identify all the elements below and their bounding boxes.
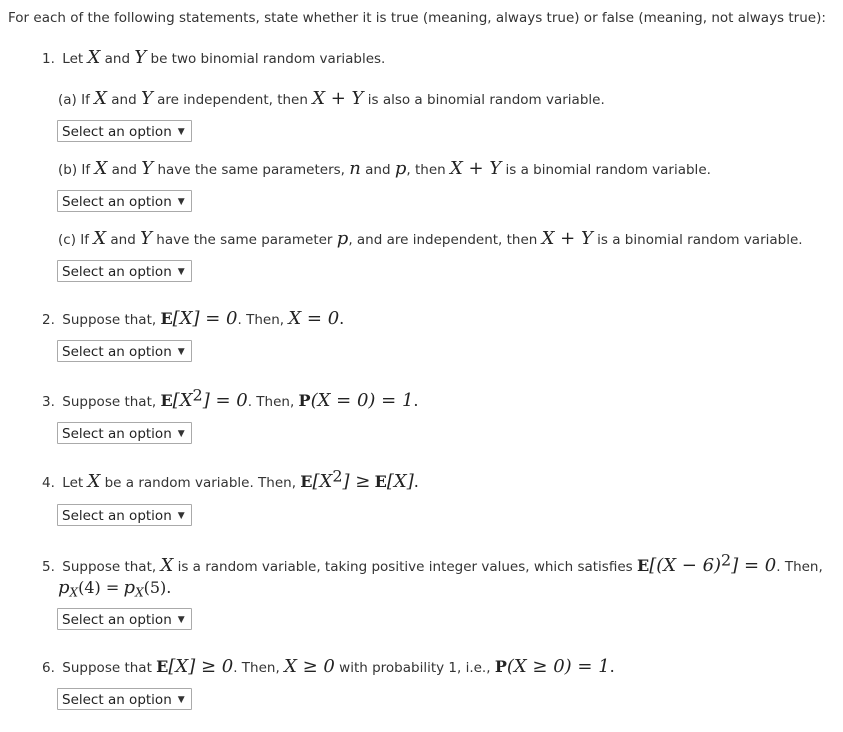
question-number: 3. [42, 394, 55, 410]
question-number: 2. [42, 312, 55, 328]
select-q2[interactable]: Select an option ▼ [57, 340, 192, 362]
question-5-line2: $p_X(4) = p_X(5)$. [58, 577, 172, 600]
question-1b: (b) If X and Y have the same parameters, n and p, then X + Y is a binomial random variable. [58, 158, 711, 179]
select-q6[interactable]: Select an option ▼ [57, 688, 192, 710]
question-1c: (c) If X and Y have the same parameter p, and are independent, then X + Y is a binomial random variable. [58, 228, 803, 249]
question-number: 6. [42, 660, 55, 676]
dropdown-arrow-icon: ▼ [177, 429, 185, 439]
dropdown-arrow-icon: ▼ [177, 511, 185, 521]
dropdown-arrow-icon: ▼ [177, 695, 185, 705]
dropdown-arrow-icon: ▼ [177, 267, 185, 277]
question-4: 4. Let X be a random variable. Then, $E[X^2] \ge E[X]$. [42, 466, 419, 492]
dropdown-arrow-icon: ▼ [177, 615, 185, 625]
dropdown-arrow-icon: ▼ [177, 127, 185, 137]
question-5: 5. Suppose that, X is a random variable, taking positive integer values, which satisfies $E[(X - 6)^2] = 0$. Then, [42, 550, 823, 576]
select-q3[interactable]: Select an option ▼ [57, 422, 192, 444]
dropdown-arrow-icon: ▼ [177, 347, 185, 357]
question-2: 2. Suppose that, E[X] = 0. Then, X = 0. [42, 308, 345, 329]
instructions: For each of the following statements, state whether it is true (meaning, always true) or false (meaning, not always true): [8, 10, 826, 26]
select-q1a[interactable]: Select an option ▼ [57, 120, 192, 142]
question-1: 1. Let X and Y be two binomial random variables. [42, 47, 386, 68]
question-number: 1. [42, 51, 55, 67]
select-q1c[interactable]: Select an option ▼ [57, 260, 192, 282]
question-1a: (a) If X and Y are independent, then X + Y is also a binomial random variable. [58, 88, 605, 109]
select-q5[interactable]: Select an option ▼ [57, 608, 192, 630]
question-6: 6. Suppose that E[X] ≥ 0. Then, X ≥ 0 with probability 1, i.e., P(X ≥ 0) = 1. [42, 656, 615, 677]
select-q4[interactable]: Select an option ▼ [57, 504, 192, 526]
question-number: 5. [42, 559, 55, 575]
question-number: 4. [42, 475, 55, 491]
dropdown-arrow-icon: ▼ [177, 197, 185, 207]
question-3: 3. Suppose that, $E[X^2] = 0$. Then, P(X = 0) = 1. [42, 385, 419, 411]
select-q1b[interactable]: Select an option ▼ [57, 190, 192, 212]
